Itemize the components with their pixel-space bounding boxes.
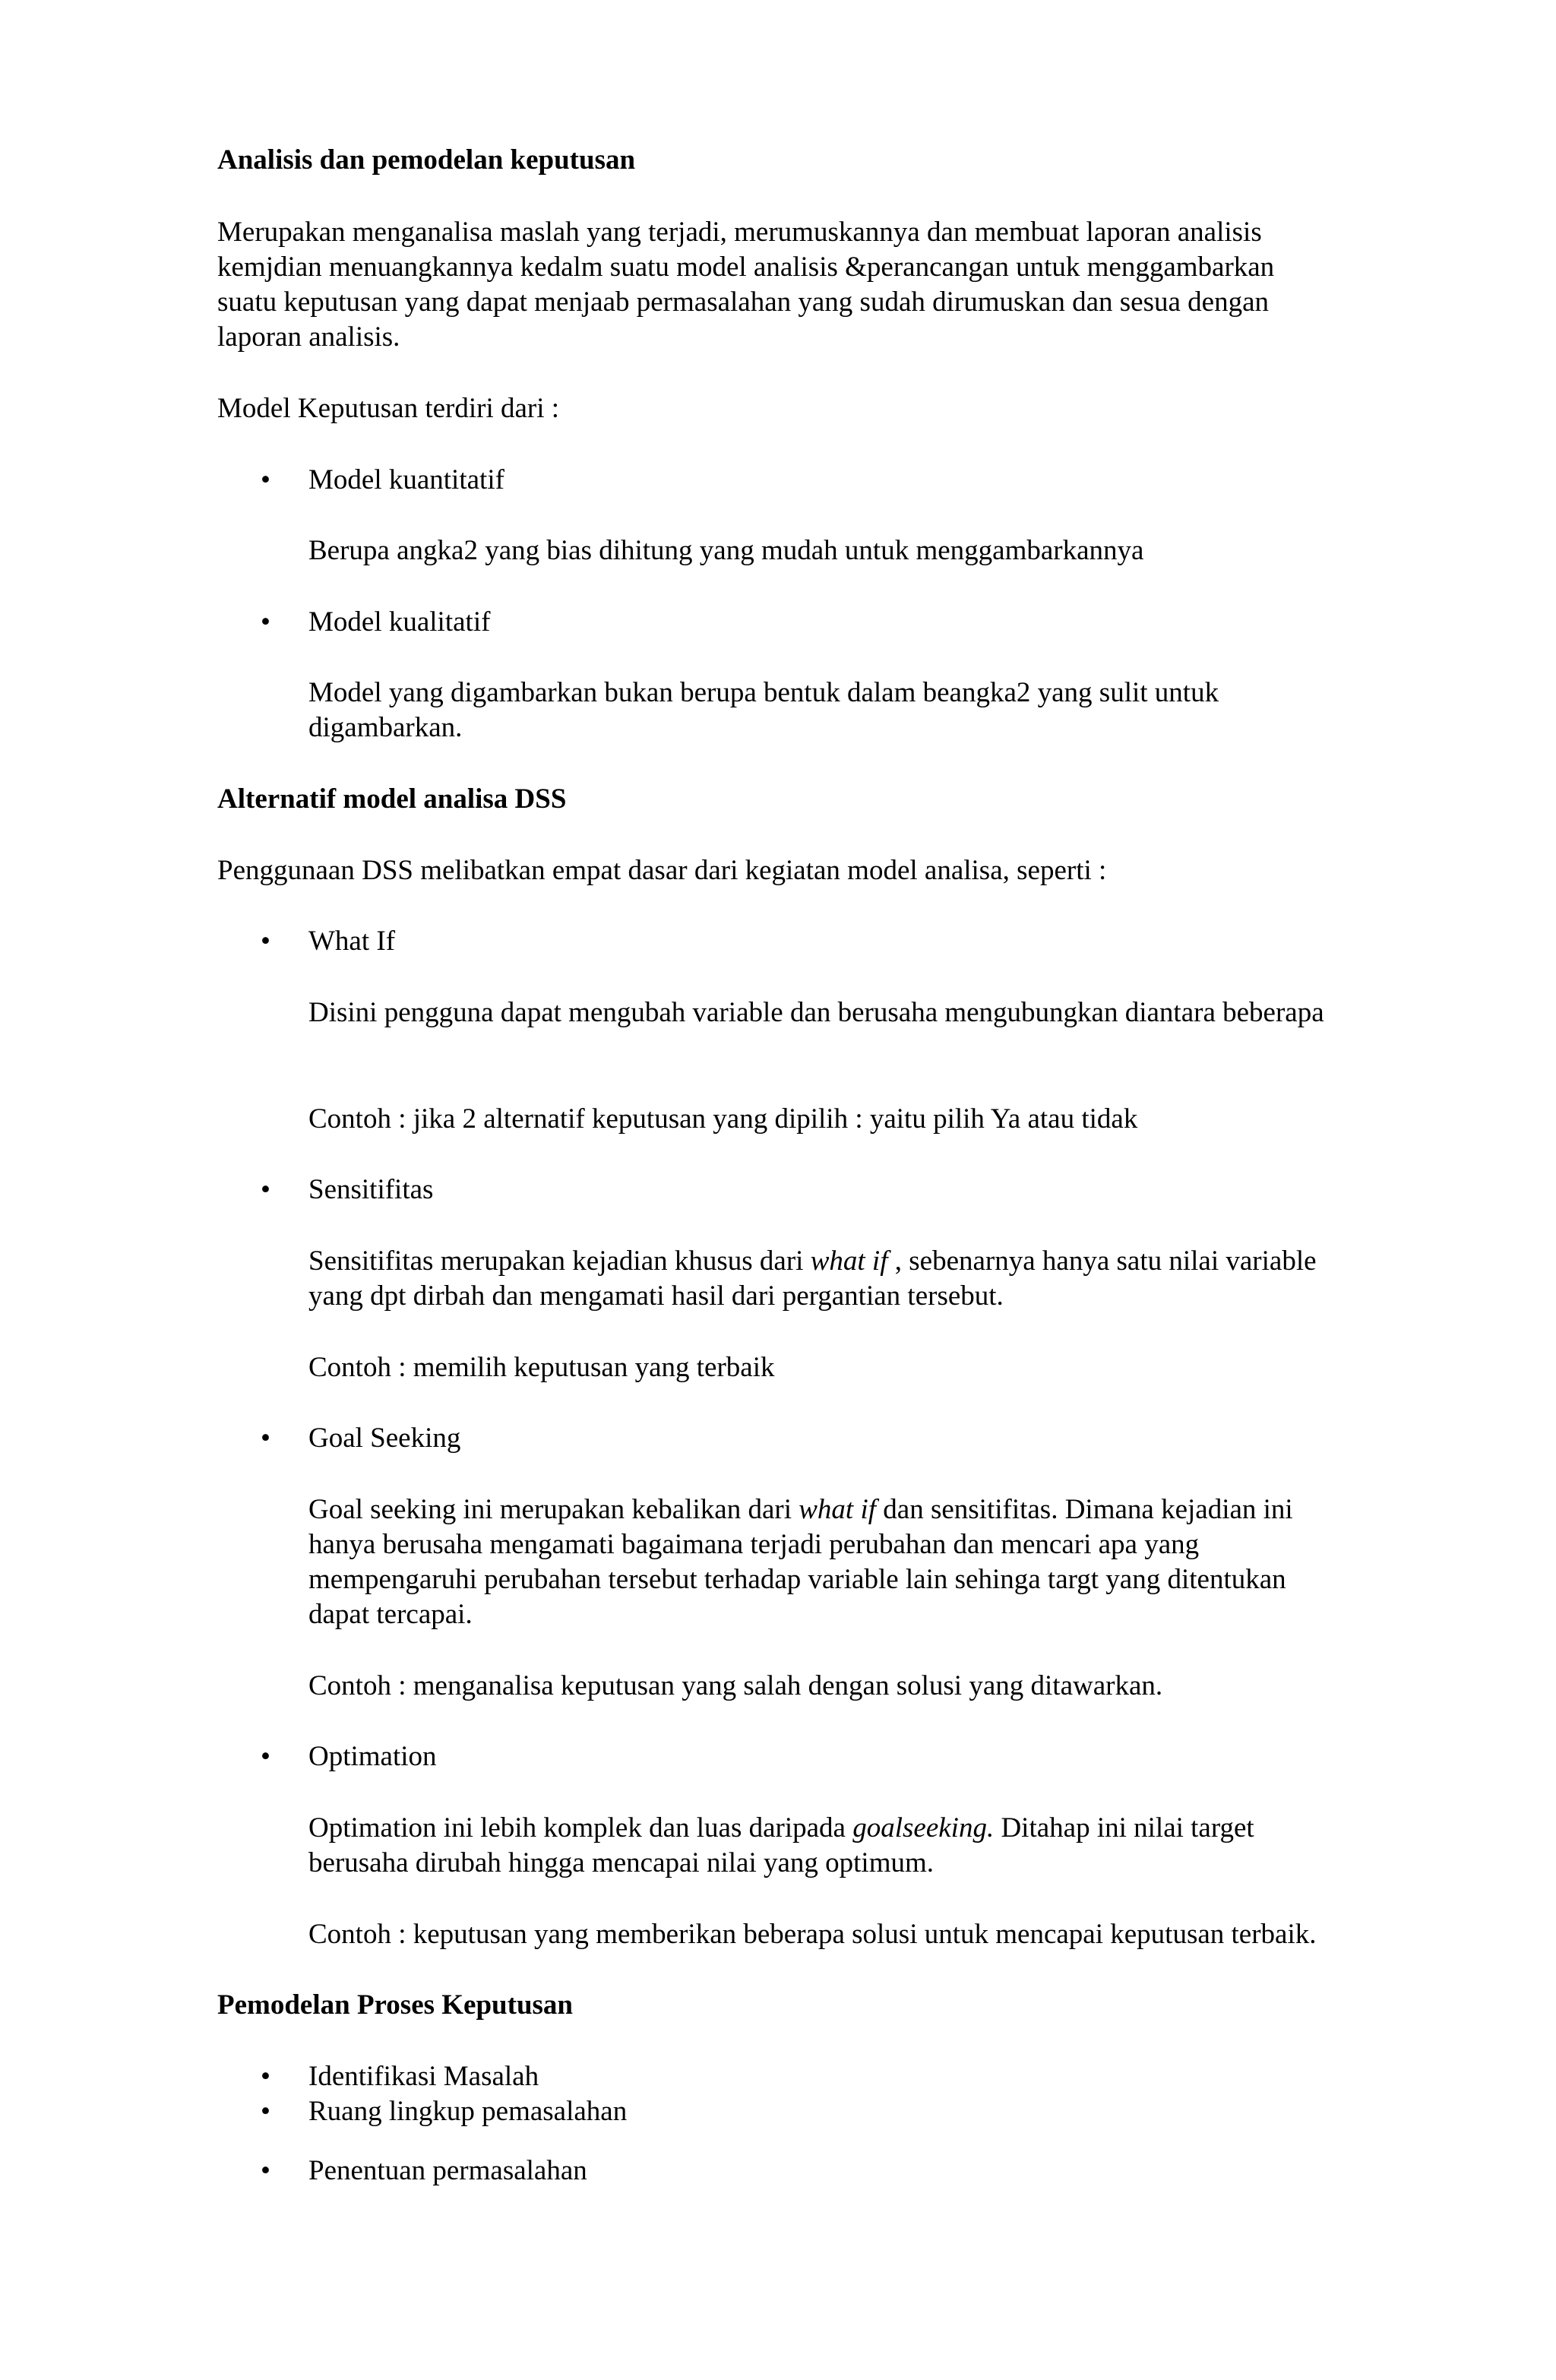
bullet-icon: • [261,2096,270,2127]
dss-intro: Penggunaan DSS melibatkan empat dasar dari kegiatan model analisa, seperti : [217,855,1107,886]
bullet-icon: • [261,1174,270,1205]
list-item-sensitifitas: Sensitifitas [308,1174,434,1205]
bullet-icon: • [261,1741,270,1772]
heading-pemodelan-proses: Pemodelan Proses Keputusan [217,1989,574,2021]
goal-seeking-description: hanya berusaha mengamati bagaimana terjadi perubahan dan mencari apa yang [308,1529,1200,1560]
optimation-description: berusaha dirubah hingga mencapai nilai yang optimum. [308,1847,935,1878]
heading-analisis: Analisis dan pemodelan keputusan [217,144,636,176]
bullet-icon: • [261,2155,270,2186]
list-item-ruang-lingkup: Ruang lingkup pemasalahan [308,2096,628,2127]
paragraph-line: laporan analisis. [217,321,400,353]
list-item-what-if: What If [308,926,396,957]
optimation-description: Optimation ini lebih komplek dan luas daripada goalseeking. Ditahap ini nilai target [308,1812,1254,1844]
what-if-example: Contoh : jika 2 alternatif keputusan yang dipilih : yaitu pilih Ya atau tidak [308,1103,1138,1135]
kualitatif-description: digambarkan. [308,712,463,743]
list-item-goal-seeking: Goal Seeking [308,1423,461,1454]
list-item-optimation: Optimation [308,1741,437,1772]
bullet-icon: • [261,2061,270,2092]
heading-alternatif-dss: Alternatif model analisa DSS [217,783,567,815]
sensitifitas-description: Sensitifitas merupakan kejadian khusus dari what if , sebenarnya hanya satu nilai variable [308,1245,1317,1277]
list-item-identifikasi: Identifikasi Masalah [308,2061,539,2092]
list-item-kualitatif: Model kualitatif [308,606,491,638]
list-item-kuantitatif: Model kuantitatif [308,464,504,495]
optimation-example: Contoh : keputusan yang memberikan beberapa solusi untuk mencapai keputusan terbaik. [308,1919,1317,1950]
bullet-icon: • [261,464,270,495]
model-intro: Model Keputusan terdiri dari : [217,393,560,424]
goal-seeking-example: Contoh : menganalisa keputusan yang salah dengan solusi yang ditawarkan. [308,1670,1163,1701]
goal-seeking-description: dapat tercapai. [308,1599,473,1630]
kualitatif-description: Model yang digambarkan bukan berupa bentuk dalam beangka2 yang sulit untuk [308,677,1219,708]
paragraph-line: suatu keputusan yang dapat menjaab permasalahan yang sudah dirumuskan dan sesua dengan [217,286,1269,318]
paragraph-line: kemjdian menuangkannya kedalm suatu model analisis &perancangan untuk menggambarkan [217,252,1275,283]
goal-seeking-description: mempengaruhi perubahan tersebut terhadap variable lain sehinga targt yang ditentukan [308,1564,1286,1595]
goal-seeking-description: Goal seeking ini merupakan kebalikan dari what if dan sensitifitas. Dimana kejadian ini [308,1494,1293,1525]
sensitifitas-description: yang dpt dirbah dan mengamati hasil dari pergantian tersebut. [308,1280,1004,1312]
bullet-icon: • [261,606,270,638]
list-item-penentuan: Penentuan permasalahan [308,2155,587,2186]
bullet-icon: • [261,926,270,957]
what-if-description: Disini pengguna dapat mengubah variable dan berusaha mengubungkan diantara beberapa [308,997,1324,1028]
paragraph-line: Merupakan menganalisa maslah yang terjadi, merumuskannya dan membuat laporan analisis [217,217,1262,248]
kuantitatif-description: Berupa angka2 yang bias dihitung yang mudah untuk menggambarkannya [308,535,1144,566]
sensitifitas-example: Contoh : memilih keputusan yang terbaik [308,1352,775,1383]
bullet-icon: • [261,1423,270,1454]
